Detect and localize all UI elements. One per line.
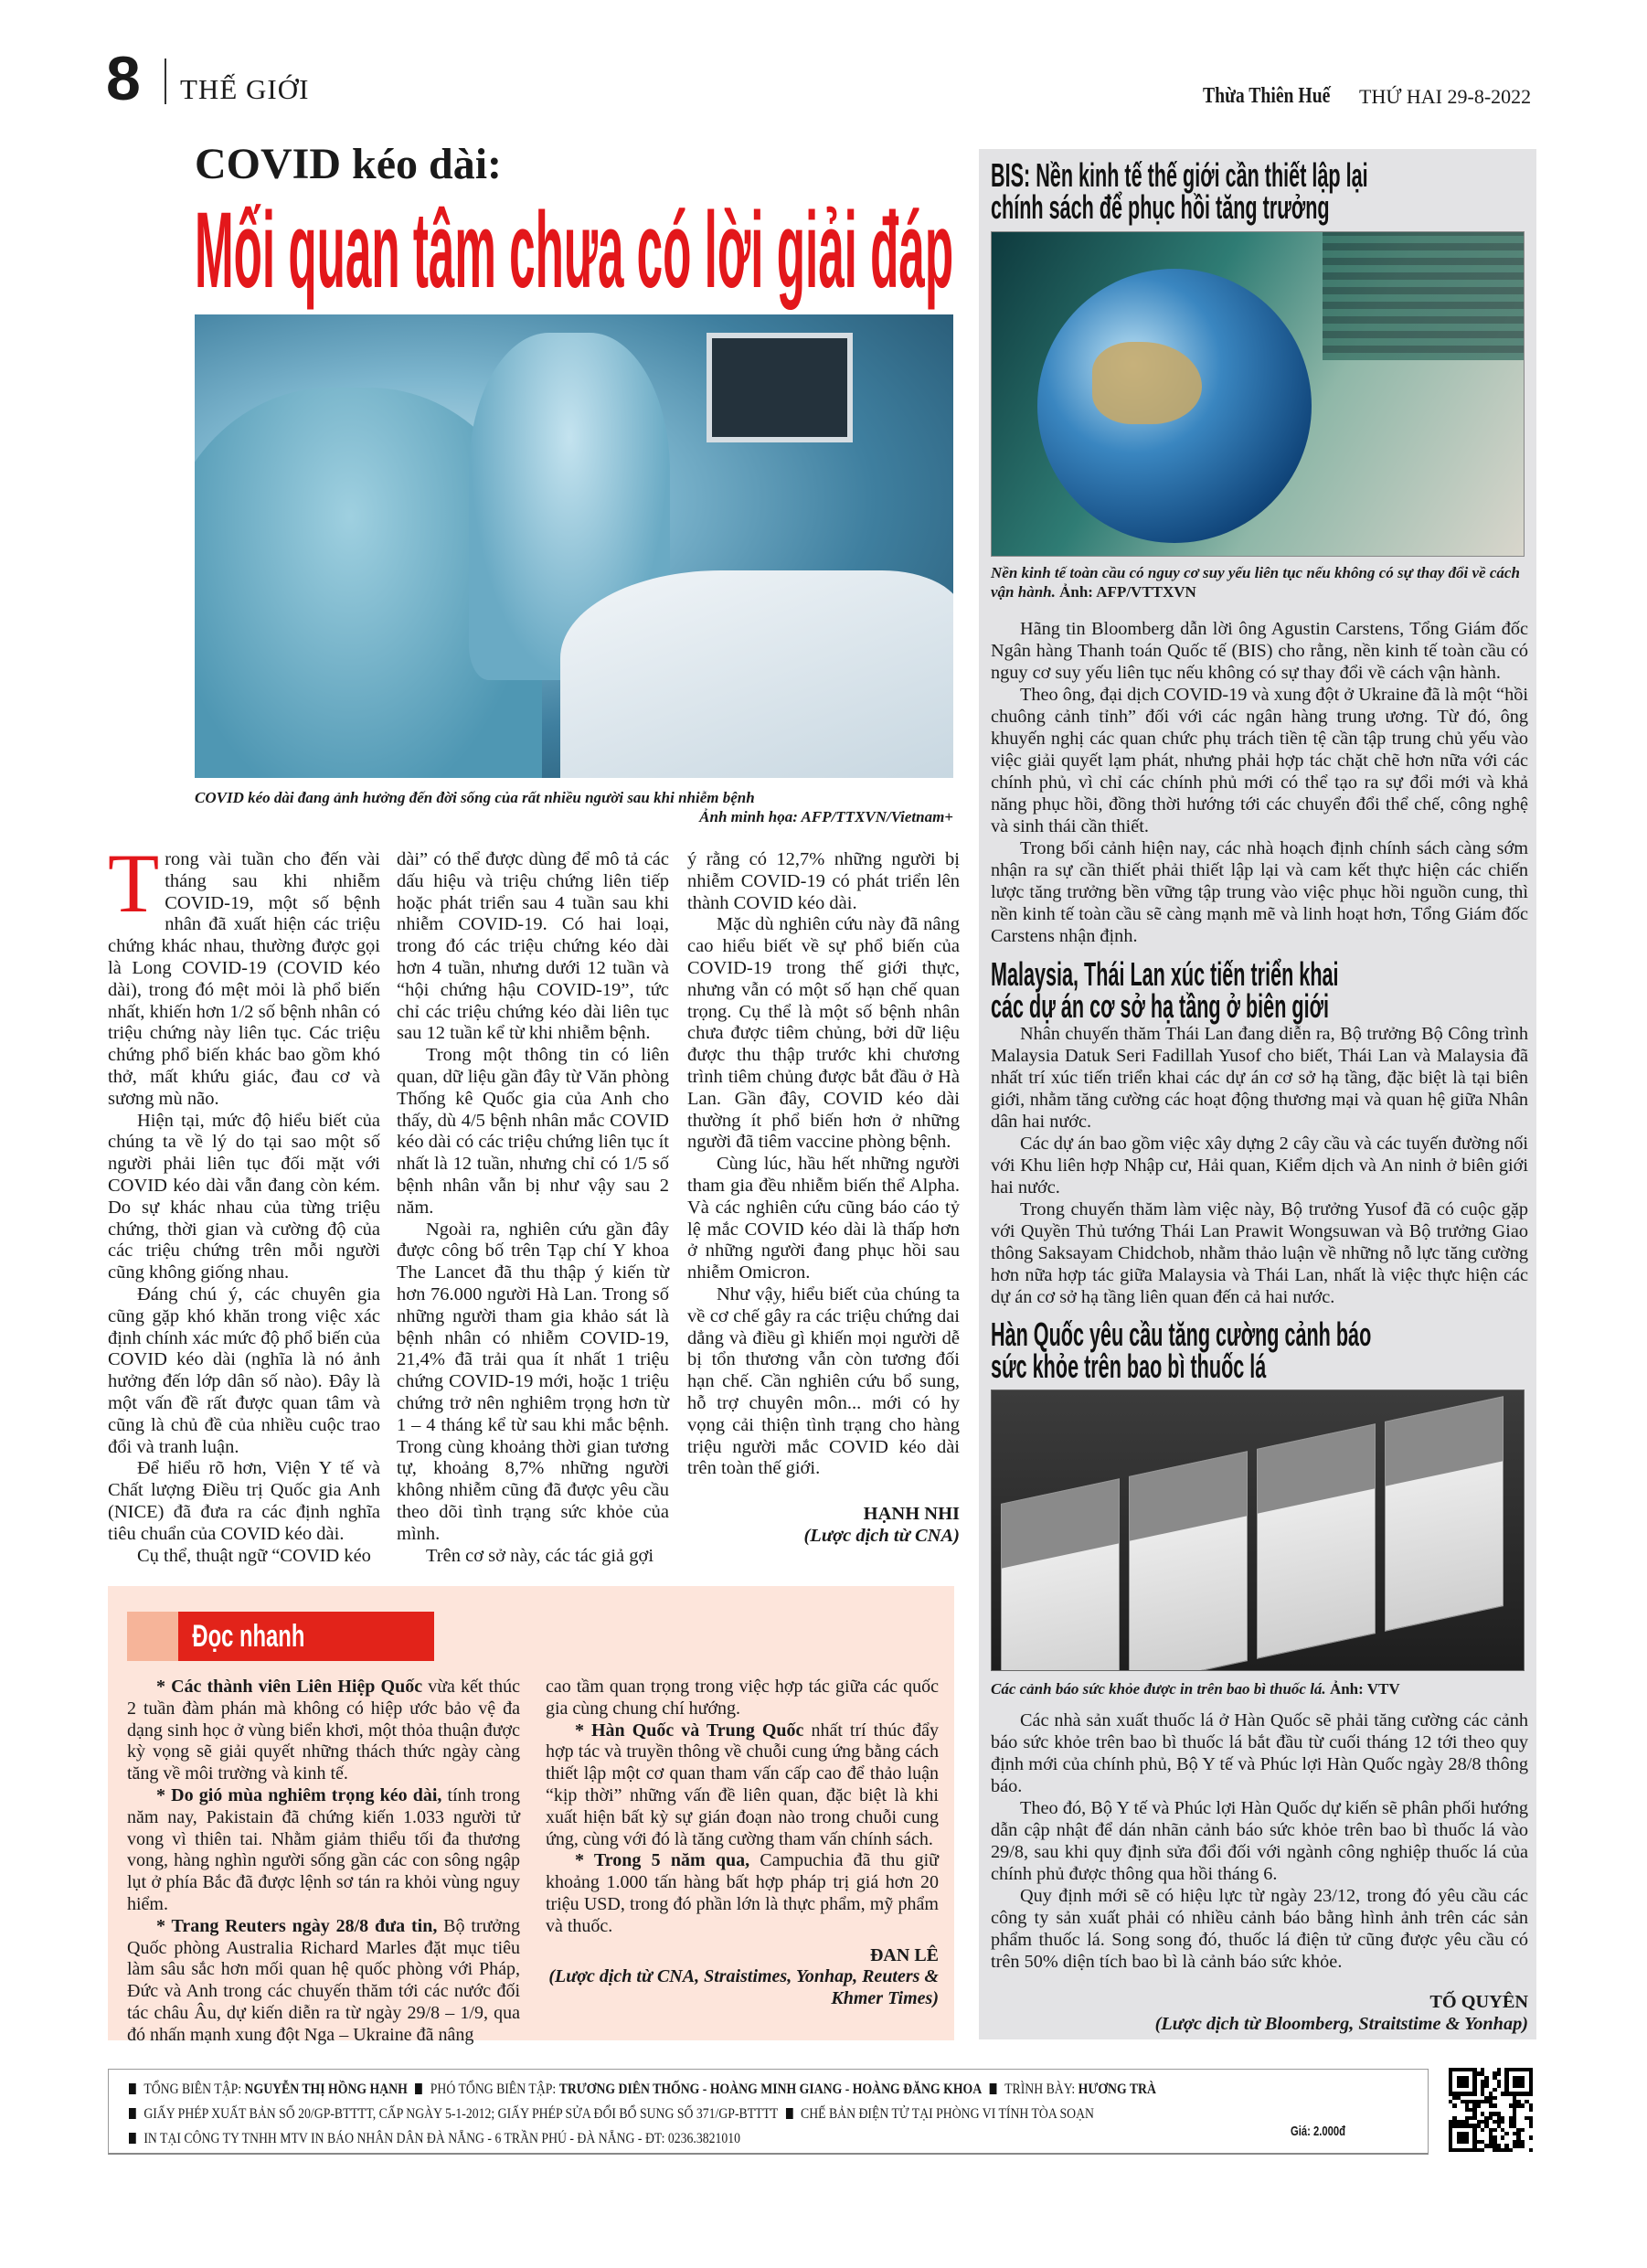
article-column-1: [108, 836, 380, 1567]
paragraph: Các nhà sản xuất thuốc lá ở Hàn Quốc sẽ phải tăng cường các cảnh báo sức khỏe trên bao bì thuốc lá bắt đầu từ cuối tháng 12 tới theo quy định mới của chính phủ, Bộ Y tế và Phúc lợi Hàn Quốc ngày 28/8 thông báo.: [991, 1710, 1528, 1796]
news-item: * Do gió mùa nghiêm trọng kéo dài, tính trong năm nay, Pakistain đã chứng kiến 1.033 người tử vong vì thiên tai. Nhằm giảm thiểu tối đa thương vong, hàng nghìn người sống gần các con sông ngập lụt ở phía Bắc đã được lệnh sơ tán ra khỏi vùng nguy hiểm.: [127, 1784, 520, 1914]
paragraph: Như vậy, hiểu biết của chúng ta về cơ chế gây ra các triệu chứng dai dẳng và điều gì khiến mọi người dễ bị tổn thương vẫn còn tương đối hạn chế. Cần nghiên cứu bổ sung, hỗ trợ chuyên môn... mới có hy vọng cải thiện tình trạng cho hàng triệu người mắc COVID kéo dài trên toàn thế giới.: [687, 1283, 960, 1479]
paragraph: Hiện tại, mức độ hiểu biết của chúng ta về lý do tại sao một số người phải liên tục đối mặt với COVID kéo dài vẫn đang còn kém. Do sự khác nhau của từng triệu chứng, thời gian và cường độ của các triệu chứng trên mỗi người cũng không giống nhau.: [108, 1110, 380, 1283]
korea-headline: Hàn Quốc yêu cầu tăng cường cảnh báo sức khỏe trên bao bì thuốc lá: [991, 1315, 1372, 1385]
footer-line-2: GIẤY PHÉP XUẤT BẢN SỐ 20/GP-BTTTT, CẤP NGÀY 5-1-2012; GIẤY PHÉP SỬA ĐỔI BỔ SUNG SỐ 371/GP-BTTTT CHẾ BẢN ĐIỆN TỬ TẠI PHÒNG VI TÍNH TÒA SOẠN: [129, 2102, 1246, 2126]
photo-credit: Ảnh minh họa: AFP/TTXVN/Vietnam+: [699, 808, 953, 825]
quick-news-column-1: [127, 1677, 520, 2047]
news-item-continued: cao tầm quan trọng trong việc hợp tác giữa các quốc gia cùng chung chí hướng.: [546, 1677, 939, 1719]
paragraph: Trong chuyến thăm làm việc này, Bộ trưởng Yusof đã có cuộc gặp với Quyền Thủ tướng Thái Lan Prawit Wongsuwan và Bộ trưởng Giao thông Saksayam Chidchob, nhằm thảo luận về những nỗ lực tăng cường hơn nữa hợp tác giữa Malaysia và Thái Lan, nhất là việc thực hiện các dự án cơ sở hạ tầng liên quan đến cả hai nước.: [991, 1199, 1528, 1307]
author: ĐAN LÊ: [869, 1944, 939, 1965]
news-item: * Các thành viên Liên Hiệp Quốc vừa kết thúc 2 tuần đàm phán mà không có hiệp ước bảo vệ đa dạng sinh học ở vùng biển khơi, một thỏa thuận được kỳ vọng sẽ giải quyết những thách thức ngày càng tăng về môi trường và kinh tế.: [127, 1677, 520, 1784]
globe-photo: [991, 231, 1525, 557]
paragraph: Hãng tin Bloomberg dẫn lời ông Agustin Carstens, Tổng Giám đốc Ngân hàng Thanh toán Quốc tế (BIS) cho rằng, nền kinh tế toàn cầu có nguy cơ suy yếu liên tục nếu không có sự thay đổi về cách vận hành.: [991, 619, 1528, 683]
author: HẠNH NHI: [863, 1504, 960, 1525]
paragraph: Đáng chú ý, các chuyên gia cũng gặp khó khăn trong việc xác định chính xác mức độ phổ biến của COVID kéo dài (nghĩa là nó ảnh hưởng đến lớp dân số nào). Đây là một vấn đề rất được quan tâm và cũng là chủ đề của nhiều cuộc trao đổi và tranh luận.: [108, 1283, 380, 1457]
header-divider: [165, 59, 166, 104]
newspaper-name: Thừa Thiên Huế: [1203, 84, 1331, 108]
headline-text: Mối quan tâm chưa có lời giải đáp: [195, 190, 954, 311]
main-photo-caption: [195, 788, 953, 826]
malaysia-headline: Malaysia, Thái Lan xúc tiến triển khai các dự án cơ sở hạ tầng ở biên giới: [991, 955, 1339, 1025]
paragraph: Theo đó, Bộ Y tế và Phúc lợi Hàn Quốc dự kiến sẽ phân phối hướng dẫn cập nhật để dán nhãn cảnh báo sức khỏe trên bao bì thuốc lá vào 29/8, sau khi quy định sửa đổi đối với ngành công nghiệp thuốc lá của chính phủ được thông qua hồi tháng 6.: [991, 1798, 1528, 1884]
paragraph: Để hiểu rõ hơn, Viện Y tế và Chất lượng Điều trị Quốc gia Anh (NICE) đã đưa ra các định nghĩa tiêu chuẩn của COVID kéo dài.: [108, 1458, 380, 1544]
paragraph: ý rằng có 12,7% những người bị nhiễm COVID-19 có phát triển lên thành COVID kéo dài.: [687, 849, 960, 913]
bis-headline: BIS: Nền kinh tế thế giới cần thiết lập lại chính sách để phục hồi tăng trưởng: [991, 156, 1368, 226]
page-number: 8: [106, 44, 141, 113]
news-item: * Hàn Quốc và Trung Quốc nhất trí thúc đẩy hợp tác và truyền thông về chuỗi cung ứng bằng cách thiết lập một cơ quan tham vấn cấp cao để thảo luận “kịp thời” những vấn đề liên quan, đặc biệt là khi xuất hiện bất kỳ sự gián đoạn nào trong chuỗi cung ứng, cùng với đó là tăng cường tham vấn chính sách.: [546, 1720, 939, 1849]
cigarette-packs-photo: [991, 1390, 1525, 1671]
paragraph: Mặc dù nghiên cứu này đã nâng cao hiểu biết về sự phổ biến của COVID-19 trong thế giới thực, nhưng vẫn có một số hạn chế quan trọng. Cụ thể là một số bệnh nhân chưa được tiêm chủng, bởi dữ liệu được thu thập trước khi chương trình tiêm chủng được bắt đầu ở Hà Lan. Gần đây, COVID kéo dài thường ít phổ biến hơn ở những người đã tiêm vaccine phòng bệnh.: [687, 914, 960, 1153]
main-photo-hospital: [195, 314, 953, 778]
paragraph: Quy định mới sẽ có hiệu lực từ ngày 23/12, trong đó yêu cầu các công ty sản xuất phải có nhiều cảnh báo bằng hình ảnh trên các sản phẩm thuốc lá. Song song đó, thuốc lá điện tử cũng được yêu cầu có trên 50% diện tích bao bì là cảnh báo sức khỏe.: [991, 1886, 1528, 1972]
masthead-footer: [108, 2069, 1429, 2155]
paragraph: dài” có thể được dùng để mô tả các dấu hiệu và triệu chứng liên tiếp hoặc phát triển sau 4 tuần sau khi nhiễm COVID-19. Có hai loại, trong đó các triệu chứng kéo dài hơn 4 tuần, nhưng dưới 12 tuần và “hội chứng hậu COVID-19”, tức chỉ các triệu chứng kéo dài liên tục sau 12 tuần kể từ khi nhiễm bệnh.: [397, 849, 669, 1044]
price: Giá: 2.000đ: [1290, 2124, 1345, 2139]
issue-date: THỨ HAI 29-8-2022: [1359, 85, 1532, 108]
korea-body: [991, 1709, 1528, 2035]
korea-caption: Các cảnh báo sức khỏe được in trên bao bì thuốc lá. Ảnh: VTV: [991, 1680, 1400, 1698]
bis-body: [991, 618, 1528, 947]
paragraph: Cùng lúc, hầu hết những người tham gia đều nhiễm biến thể Alpha. Và các nghiên cứu cũng báo cáo tỷ lệ mắc COVID kéo dài là thấp hơn ở những người đang phục hồi sau nhiễm Omicron.: [687, 1154, 960, 1283]
footer-line-1: TỔNG BIÊN TẬP: NGUYỄN THỊ HỒNG HẠNH PHÓ TỔNG BIÊN TẬP: TRƯƠNG DIÊN THỐNG - HOÀNG MINH GIANG - HOÀNG ĐĂNG KHOA TRÌNH BÀY: HƯƠNG TRÀ: [129, 2077, 1246, 2102]
article-column-3: [687, 849, 960, 1548]
news-item: * Trang Reuters ngày 28/8 đưa tin, Bộ trưởng Quốc phòng Australia Richard Marles đặt mục tiêu làm sâu sắc hơn mối quan hệ quốc phòng với Pháp, Đức và Anh trong các chuyến thăm tới các nước đối tác châu Âu, dự kiến diễn ra từ ngày 29/8 – 1/9, qua đó nhấn mạnh xung đột Nga – Ukraine đã nâng: [127, 1915, 520, 2045]
article-column-2: [397, 849, 669, 1567]
section-title: THẾ GIỚI: [180, 73, 310, 105]
paragraph: Trong một thông tin có liên quan, dữ liệu gần đây từ Văn phòng Thống kê Quốc gia của Anh cho thấy, dù 4/5 bệnh nhân mắc COVID kéo dài có các triệu chứng liên tục ít nhất là 12 tuần, nhưng chỉ có 1/5 số bệnh nhân vẫn bị như vậy sau 2 năm.: [397, 1045, 669, 1218]
paragraph: Ngoài ra, nghiên cứu gần đây được công bố trên Tạp chí Y khoa The Lancet đã thu thập ý kiến từ hơn 76.000 người Hà Lan. Trong số những người tham gia khảo sát là bệnh nhân có nhiễm COVID-19, 21,4% đã trải qua ít nhất 1 triệu chứng COVID-19 mới, hoặc 1 triệu chứng trở nên nghiêm trọng hơn từ 1 – 4 tháng kể từ sau khi mắc bệnh. Trong cùng khoảng thời gian tương tự, khoảng 8,7% những người không nhiễm cũng đã được yêu cầu theo dõi tình trạng sức khỏe của mình.: [397, 1219, 669, 1544]
source: (Lược dịch từ CNA): [803, 1525, 960, 1546]
paragraph: Trong bối cảnh hiện nay, các nhà hoạch định chính sách càng sớm nhận ra sự cần thiết phải thiết lập lại và cam kết thực hiện các chiến lược tăng trưởng bền vững tập trung vào việc phục hồi nguồn cung, thì nền kinh tế toàn cầu sẽ càng mạnh mẽ và linh hoạt hơn, Tổng Giám đốc Carstens nhận định.: [991, 838, 1528, 946]
paragraph: Các dự án bao gồm việc xây dựng 2 cây cầu và các tuyến đường nối với Khu liên hợp Nhập cư, Hải quan, Kiểm dịch và An ninh ở biên giới hai nước.: [991, 1134, 1528, 1198]
footer-line-3: IN TẠI CÔNG TY TNHH MTV IN BÁO NHÂN DÂN ĐÀ NẴNG - 6 TRẦN PHÚ - ĐÀ NẴNG - ĐT: 0236.3821010: [129, 2126, 1246, 2151]
article-kicker: COVID kéo dài:: [195, 140, 503, 188]
caption-text: COVID kéo dài đang ảnh hưởng đến đời sống của rất nhiều người sau khi nhiễm bệnh: [195, 789, 755, 806]
paragraph: Cụ thể, thuật ngữ “COVID kéo: [137, 1545, 371, 1566]
quick-news-tab-accent: [127, 1612, 178, 1661]
paragraph: Nhân chuyến thăm Thái Lan đang diễn ra, Bộ trưởng Bộ Công trình Malaysia Datuk Seri Fadillah Yusof cho biết, Thái Lan và Malaysia đã nhất trí xúc tiến triển khai các dự án cơ sở hạ tầng, đặc biệt là tại biên giới, nhằm tăng cường các hoạt động thương mại và quan hệ giữa Nhân dân hai nước.: [991, 1024, 1528, 1132]
author: TỐ QUYÊN: [1429, 1992, 1528, 2012]
source: (Lược dịch từ CNA, Straistimes, Yonhap, Reuters & Khmer Times): [548, 1966, 939, 2009]
malaysia-body: [991, 1023, 1528, 1308]
quick-news-column-2: [546, 1677, 939, 2010]
paragraph: Theo ông, đại dịch COVID-19 và xung đột ở Ukraine đã là một “hồi chuông cảnh tỉnh” đối với các ngân hàng trung ương. Từ đó, ông khuyến nghị các quan chức phụ trách tiền tệ cần tập trung chủ yếu vào việc giải quyết lạm phát, nhưng phải hợp tác chặt chẽ hơn nữa với các chính phủ, vì chỉ các chính phủ mới có thể tạo ra sự đổi mới và khả năng phục hồi, đồng thời hướng tới các chuyển đổi thể chế, công nghệ và sinh thái cần thiết.: [991, 685, 1528, 836]
paragraph: Trên cơ sở này, các tác giả gợi: [426, 1545, 654, 1566]
article-headline: [195, 190, 954, 311]
bis-caption: Nền kinh tế toàn cầu có nguy cơ suy yếu liên tục nếu không có sự thay đổi về cách vận hành. Ảnh: AFP/VTTXVN: [991, 564, 1520, 601]
qr-code: [1449, 2068, 1533, 2152]
paragraph: Trong vài tuần cho đến vài tháng sau khi nhiễm COVID-19, một số bệnh nhân đã xuất hiện các triệu chứng khác nhau, thường được gọi là Long COVID-19 (COVID kéo dài), trong đó mệt mỏi là phổ biến nhất, khiến hơn 1/2 số bệnh nhân có triệu chứng này liên tục. Các triệu chứng phổ biến khác bao gồm khó thở, mất khứu giác, đau cơ và sương mù não.: [108, 836, 380, 1109]
news-item: * Trong 5 năm qua, Campuchia đã thu giữ khoảng 1.000 tấn hàng bất hợp pháp trị giá hơn 20 triệu USD, trong đó phần lớn là thực phẩm, mỹ phẩm và thuốc.: [546, 1850, 939, 1936]
drop-cap: T: [108, 836, 160, 930]
quick-news-title: Đọc nhanh: [178, 1612, 434, 1661]
source: (Lược dịch từ Bloomberg, Straitstime & Yonhap): [1154, 2014, 1528, 2034]
